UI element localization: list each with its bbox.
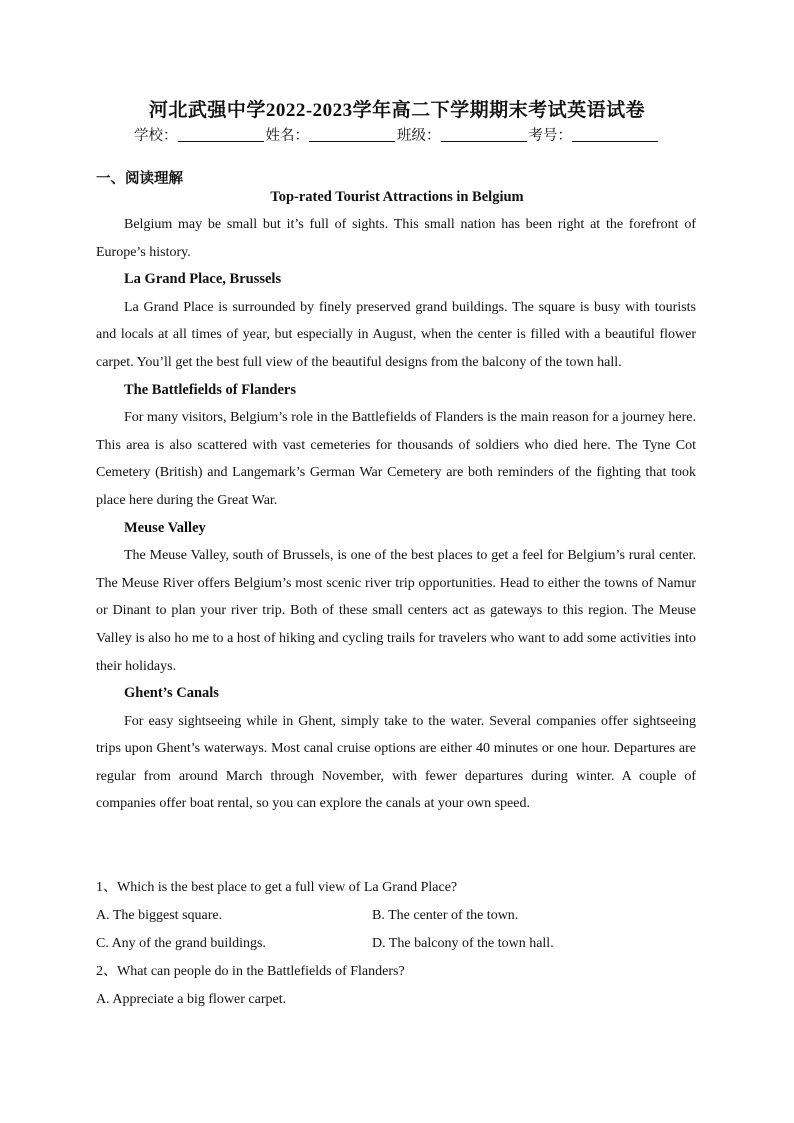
class-label: 班级： xyxy=(397,128,441,144)
name-label: 姓名： xyxy=(265,128,309,144)
exam-number-label: 考号： xyxy=(528,128,572,144)
part-heading: La Grand Place, Brussels xyxy=(124,271,282,288)
option-d[interactable]: D. The balcony of the town hall. xyxy=(372,936,554,951)
part-text: For easy sightseeing while in Ghent, simply take to the water. Several companies offer sightseeing trips upon Ghent’s waterways. Most canal cruise options are either 40 minutes or one hour. Departures are regular from around March through November, with fewer departures during winter. A couple of companies offer boat rental, so you can explore the canals at your own speed. xyxy=(96,713,696,812)
part-text: La Grand Place is surrounded by finely preserved grand buildings. The square is busy with tourists and locals at all times of year, but especially in August, when the center is filled with a beautiful flower carpet. You’ll get the best full view of the beautiful designs from the balcony of the town hall. xyxy=(96,299,696,370)
part-heading: Ghent’s Canals xyxy=(124,685,219,702)
exam-title: 河北武强中学2022-2023学年高二下学期期末考试英语试卷 xyxy=(148,100,646,121)
exam-number-blank xyxy=(572,127,658,142)
question-stem: 2、What can people do in the Battlefields of Flanders? xyxy=(96,964,405,979)
passage-intro: Belgium may be small but it’s full of sights. This small nation has been right at the forefront of Europe’s history. xyxy=(96,217,696,260)
student-info-line xyxy=(0,124,794,145)
option-row xyxy=(96,930,696,958)
passage-body xyxy=(96,211,696,818)
part-heading: The Battlefields of Flanders xyxy=(124,381,296,398)
option-a[interactable]: A. The biggest square. xyxy=(96,908,223,923)
questions-block xyxy=(96,874,696,1014)
option-a[interactable]: A. Appreciate a big flower carpet. xyxy=(96,992,287,1007)
school-blank xyxy=(178,127,264,142)
section-heading: 一、阅读理解 xyxy=(96,171,183,187)
option-b[interactable]: B. The center of the town. xyxy=(372,908,519,923)
part-text: The Meuse Valley, south of Brussels, is one of the best places to get a feel for Belgium’s rural center. The Meuse River offers Belgium’s most scenic river trip opportunities. Head to either the towns of Namur or Dinant to plan your river trip. Both of these small centers act as gateways to this region. The Meuse Valley is also ho me to a host of hiking and cycling trails for travelers who want to add some activities into their holidays. xyxy=(96,548,696,674)
class-blank xyxy=(441,127,527,142)
option-row xyxy=(96,902,696,930)
school-label: 学校： xyxy=(134,128,178,144)
option-c[interactable]: C. Any of the grand buildings. xyxy=(96,936,266,951)
passage-title: Top-rated Tourist Attractions in Belgium xyxy=(270,189,524,205)
question-stem: 1、Which is the best place to get a full view of La Grand Place? xyxy=(96,880,458,895)
name-blank xyxy=(309,127,395,142)
part-heading: Meuse Valley xyxy=(124,519,206,536)
part-text: For many visitors, Belgium’s role in the Battlefields of Flanders is the main reason for a journey here. This area is also scattered with vast cemeteries for thousands of soldiers who died here. The Tyne Cot Cemetery (British) and Langemark’s German War Cemetery are both reminders of the fighting that took place here during the Great War. xyxy=(96,410,696,508)
